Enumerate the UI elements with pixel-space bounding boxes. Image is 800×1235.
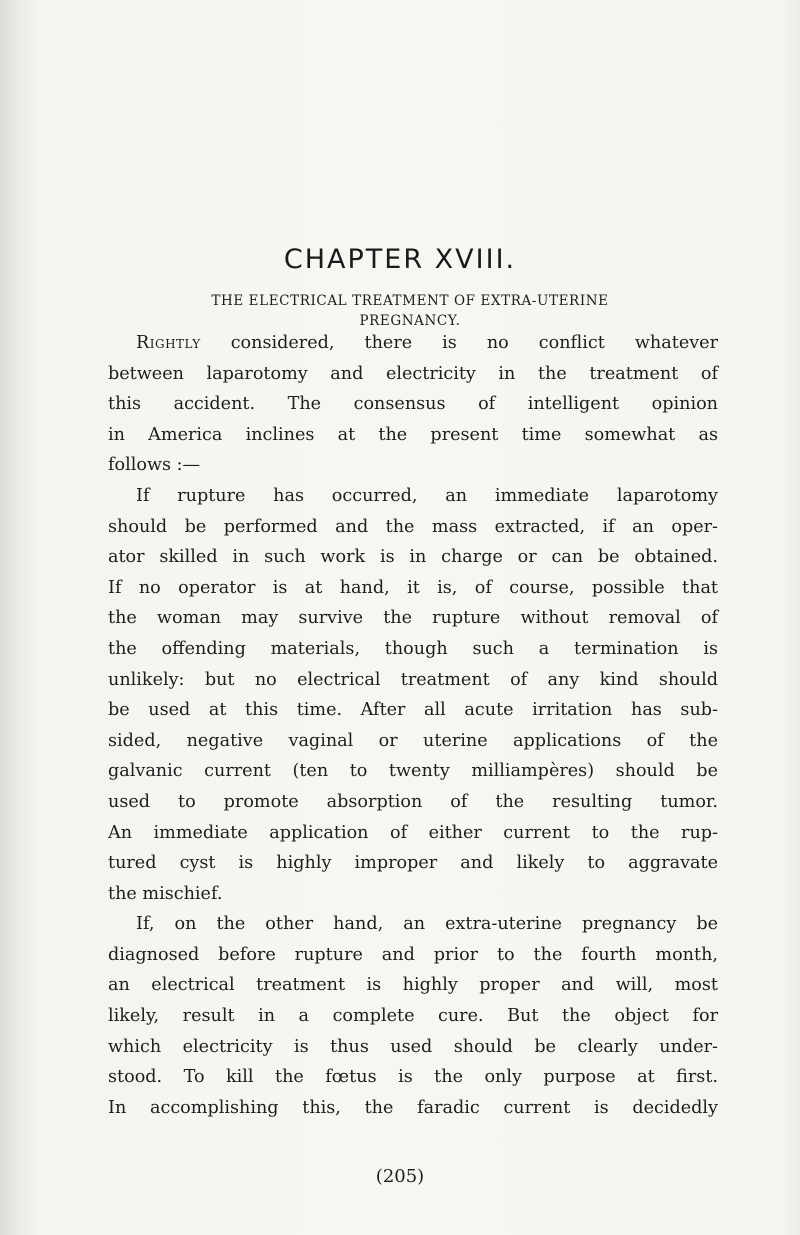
- text-line: the woman may survive the rupture without removal of: [108, 608, 718, 629]
- chapter-title: CHAPTER XVIII.: [283, 244, 517, 275]
- text-line: An immediate application of either current to the rup-: [108, 822, 718, 843]
- text-line: diagnosed before rupture and prior to the fourth month,: [108, 944, 718, 965]
- text-line-rest: considered, there is no conflict whatever: [200, 333, 718, 353]
- subtitle-line: THE ELECTRICAL TREATMENT OF EXTRA-UTERINE: [211, 293, 609, 309]
- text-line: between laparotomy and electricity in the treatment of: [108, 363, 718, 384]
- text-line: If no operator is at hand, it is, of course, possible that: [108, 577, 718, 598]
- text-line: galvanic current (ten to twenty milliampères) should be: [108, 761, 718, 782]
- text-line: If rupture has occurred, an immediate laparotomy: [136, 485, 718, 506]
- text-line: unlikely: but no electrical treatment of any kind should: [108, 669, 718, 690]
- drop-lead-word: Rightly: [136, 333, 201, 353]
- subtitle-line: PREGNANCY.: [359, 313, 461, 329]
- text-line: sided, negative vaginal or uterine applications of the: [108, 730, 718, 751]
- text-line: an electrical treatment is highly proper and will, most: [108, 975, 718, 996]
- text-line: be used at this time. After all acute irritation has sub-: [108, 700, 718, 721]
- text-line: [108, 328, 718, 359]
- body-text: [108, 328, 718, 1123]
- chapter-subtitle: [110, 291, 710, 331]
- text-line: used to promote absorption of the resulting tumor.: [108, 791, 718, 812]
- text-line: which electricity is thus used should be clearly under-: [108, 1036, 718, 1057]
- page-number: (205): [375, 1166, 425, 1187]
- text-line: In accomplishing this, the faradic current is decidedly: [108, 1097, 718, 1118]
- text-line: If, on the other hand, an extra-uterine pregnancy be: [136, 914, 718, 935]
- text-line: stood. To kill the fœtus is the only purpose at first.: [108, 1067, 718, 1088]
- text-line: ator skilled in such work is in charge or can be obtained.: [108, 547, 718, 568]
- text-line: in America inclines at the present time somewhat as: [108, 424, 718, 445]
- text-line: the offending materials, though such a termination is: [108, 638, 718, 659]
- text-line: should be performed and the mass extracted, if an oper-: [108, 516, 718, 537]
- text-line: tured cyst is highly improper and likely to aggravate: [108, 853, 718, 874]
- text-line: follows :—: [108, 455, 201, 476]
- text-line: this accident. The consensus of intelligent opinion: [108, 394, 718, 415]
- text-line: likely, result in a complete cure. But the object for: [108, 1006, 718, 1027]
- text-line: the mischief.: [108, 883, 223, 904]
